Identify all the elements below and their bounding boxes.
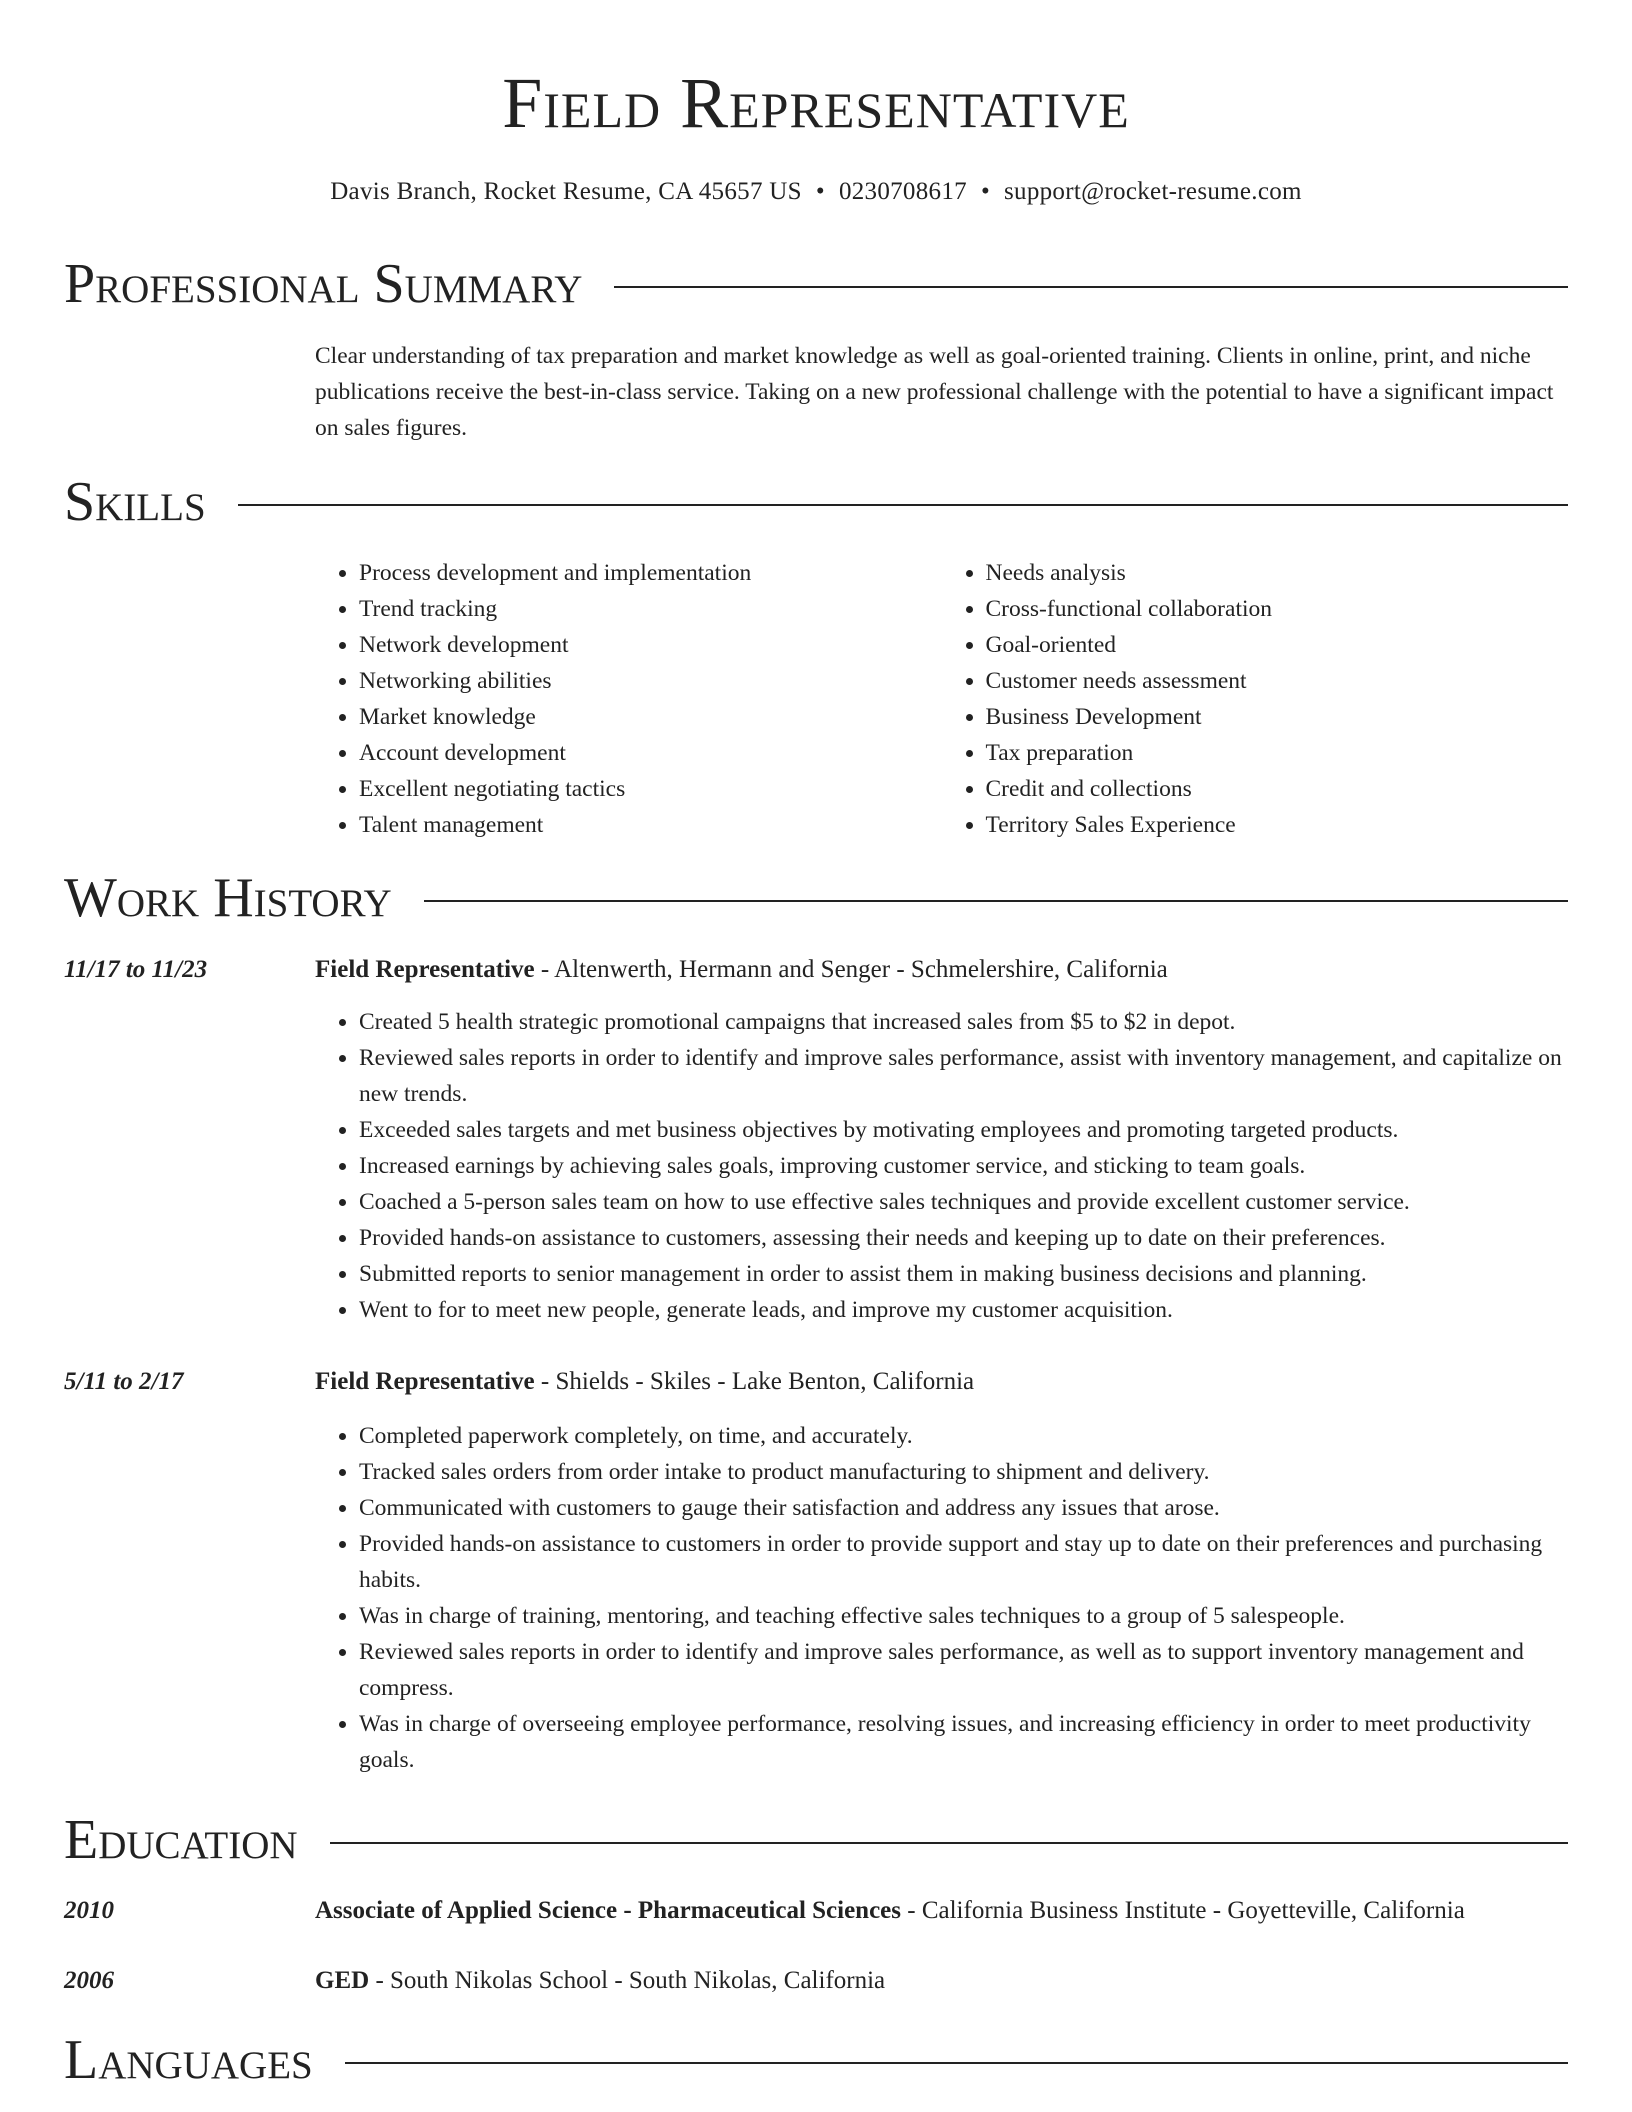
section-divider [424, 900, 1568, 902]
address: Davis Branch, Rocket Resume, CA 45657 US [330, 178, 802, 205]
education-line [315, 1893, 1465, 1929]
section-work-heading [64, 866, 1568, 930]
education-school: - South Nikolas School - South Nikolas, California [369, 1967, 886, 1994]
section-divider [238, 504, 1568, 506]
job-role: Field Representative [315, 1368, 535, 1395]
job-bullet: • Submitted reports to senior management in order to assist them in making business decisions and planning. [359, 1256, 1568, 1292]
job-bullet: • Coached a 5-person sales team on how to use effective sales techniques and provide excellent customer service. [359, 1184, 1568, 1220]
job-bullet: • Went to for to meet new people, generate leads, and improve my customer acquisition. [359, 1292, 1568, 1328]
job-bullet: • Communicated with customers to gauge their satisfaction and address any issues that arose. [359, 1490, 1568, 1526]
section-education-heading [64, 1808, 1568, 1872]
job-title-line [315, 952, 1168, 988]
education-entry [64, 1963, 1568, 1999]
job-role: Field Representative [315, 956, 535, 983]
job-bullet: • Created 5 health strategic promotional campaigns that increased sales from $5 to $2 in depot. [359, 1004, 1568, 1040]
skill-item: • Market knowledge [359, 699, 942, 735]
skill-item: • Customer needs assessment [986, 663, 1569, 699]
job-dates: 5/11 to 2/17 [64, 1368, 184, 1395]
section-title: Professional Summary [64, 253, 583, 315]
skill-item: • Cross-functional collaboration [986, 591, 1569, 627]
contact-line [0, 176, 1632, 208]
skill-item: • Needs analysis [986, 555, 1569, 591]
section-skills-heading [64, 470, 1568, 534]
job-bullets [315, 1418, 1568, 1778]
job-bullet: • Provided hands-on assistance to customers, assessing their needs and keeping up to date on their preferences. [359, 1220, 1568, 1256]
education-degree: GED [315, 1967, 370, 1994]
job-bullet: • Was in charge of training, mentoring, and teaching effective sales techniques to a group of 5 salespeople. [359, 1598, 1568, 1634]
section-divider [345, 2062, 1568, 2064]
separator: • [980, 178, 990, 205]
skill-item: • Tax preparation [986, 735, 1569, 771]
skill-item: • Account development [359, 735, 942, 771]
skills-column-left [315, 555, 942, 843]
separator: • [815, 178, 825, 205]
section-title: Skills [64, 471, 206, 533]
job-bullet: • Tracked sales orders from order intake to product manufacturing to shipment and delivery. [359, 1454, 1568, 1490]
job-entry [64, 1364, 1568, 1778]
education-year: 2010 [64, 1897, 114, 1924]
skill-item: • Territory Sales Experience [986, 807, 1569, 843]
education-degree: Associate of Applied Science - Pharmaceutical Sciences [315, 1897, 902, 1924]
section-languages-heading [64, 2028, 1568, 2092]
job-header [64, 952, 1568, 988]
section-title: Work History [64, 867, 392, 929]
section-divider [330, 1842, 1568, 1844]
job-bullet: • Increased earnings by achieving sales goals, improving customer service, and sticking to team goals. [359, 1148, 1568, 1184]
skill-item: • Network development [359, 627, 942, 663]
summary-text: Clear understanding of tax preparation and market knowledge as well as goal-oriented training. Clients in online, print, and niche publications receive the best-in-class service. Taking on a new professional challenge with the potential to have a significant impact on sales figures. [315, 343, 1554, 441]
skill-item: • Credit and collections [986, 771, 1569, 807]
section-summary-heading [64, 252, 1568, 316]
skill-item: • Trend tracking [359, 591, 942, 627]
skill-item: • Business Development [986, 699, 1569, 735]
job-title-line [315, 1364, 974, 1400]
job-bullet: • Completed paperwork completely, on time, and accurately. [359, 1418, 1568, 1454]
skill-item: • Excellent negotiating tactics [359, 771, 942, 807]
skill-item: • Goal-oriented [986, 627, 1569, 663]
job-employer: - Altenwerth, Hermann and Senger - Schmelershire, California [534, 956, 1168, 983]
job-entry [64, 952, 1568, 1328]
phone: 0230708617 [838, 178, 967, 205]
section-divider [614, 286, 1568, 288]
job-dates: 11/17 to 11/23 [64, 956, 208, 983]
job-bullets [315, 1004, 1568, 1328]
job-header [64, 1364, 1568, 1400]
education-year: 2006 [64, 1967, 114, 1994]
education-entry [64, 1893, 1568, 1929]
section-title: Education [64, 1809, 298, 1871]
section-title: Languages [64, 2029, 313, 2091]
skill-item: • Networking abilities [359, 663, 942, 699]
skill-item: • Process development and implementation [359, 555, 942, 591]
skill-item: • Talent management [359, 807, 942, 843]
skills-column-right [942, 555, 1569, 843]
resume-title: Field Representative [502, 63, 1130, 143]
job-bullet: • Exceeded sales targets and met business objectives by motivating employees and promoting targeted products. [359, 1112, 1568, 1148]
job-bullet: • Provided hands-on assistance to customers in order to provide support and stay up to date on their preferences and purchasing habits. [359, 1526, 1568, 1598]
education-line [315, 1963, 885, 1999]
job-employer: - Shields - Skiles - Lake Benton, California [534, 1368, 975, 1395]
job-bullet: • Reviewed sales reports in order to identify and improve sales performance, as well as to support inventory management and compress. [359, 1634, 1568, 1706]
skills-list [315, 555, 1568, 843]
job-bullet: • Was in charge of overseeing employee performance, resolving issues, and increasing efficiency in order to meet productivity goals. [359, 1706, 1568, 1778]
education-school: - California Business Institute - Goyetteville, California [901, 1897, 1465, 1924]
job-bullet: • Reviewed sales reports in order to identify and improve sales performance, assist with inventory management, and capitalize on new trends. [359, 1040, 1568, 1112]
email: support@rocket-resume.com [1004, 178, 1302, 205]
